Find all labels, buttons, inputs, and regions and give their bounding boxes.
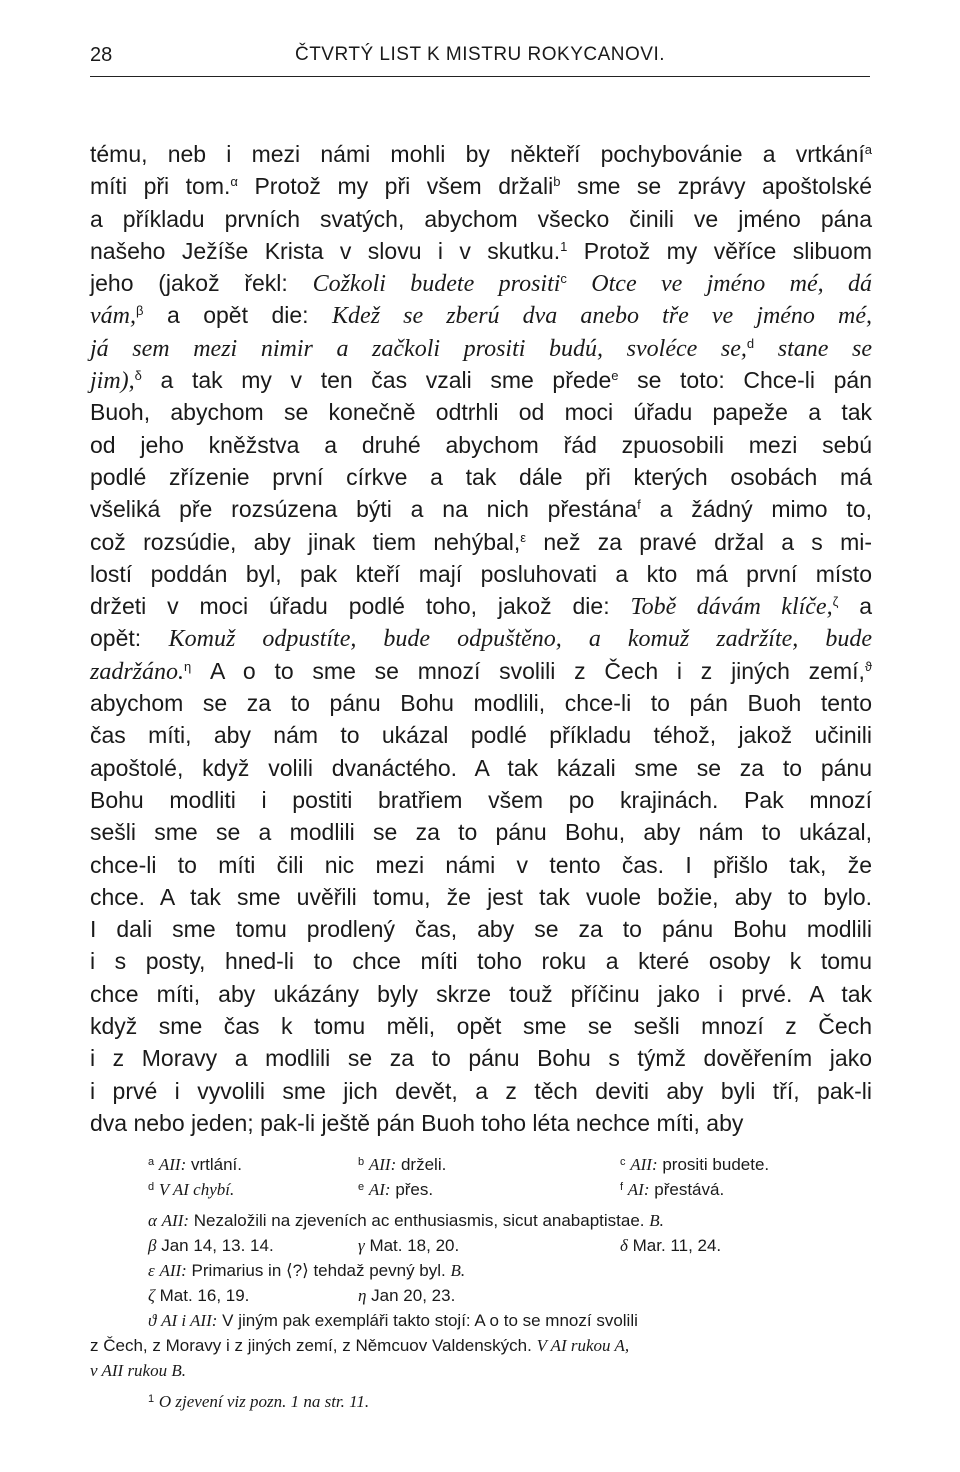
text-line: vám,$^\beta$ a opět die: Kdež se zberú dva anebo tře ve jméno mé,	[90, 302, 873, 330]
text-line: I dali sme tomu prodlený čas, aby se za to pánu Bohu modlili	[90, 916, 872, 943]
text-line: od jeho kněžstva a druhé abychom řád zpuosobili mezi sebú	[90, 431, 872, 458]
text-line: já sem mezi nimir a začkoli prositi budú, svoléce se,$^d$ stane se	[90, 335, 873, 362]
text-line: i s posty, hned-li to chce míti toho roku a které osoby k tomu	[90, 948, 872, 975]
text-line: podlé zřízenie první církve a tak dále při kterých osobách má	[90, 463, 872, 490]
text-line: dva nebo jeden; pak-li ještě pán Buoh toho léta nechce míti, aby	[90, 1109, 744, 1136]
text-line: míti při tom.$^\alpha$ Protož my při všem držali$^b$ sme se zprávy apoštolské	[90, 173, 872, 200]
footnote-row: $^1$ O zjevení viz pozn. 1 na str. 11.	[148, 1392, 370, 1411]
main-text	[90, 138, 872, 1139]
text-line: Buoh, abychom se konečně odtrhli od moci úřadu papeže a tak	[90, 399, 872, 426]
running-head: ČTVRTÝ LIST K MISTRU ROKYCANOVI.	[294, 44, 666, 65]
footnote-row: $^a$ AII: vrtlání. $^b$ AII: drželi. $^c$ AII: prositi budete.	[148, 1155, 770, 1174]
text-line: našeho Ježíše Krista v slovu i v skutku.$^1$ Protož my věříce slibuom	[90, 237, 872, 264]
text-line: chce-li to míti čili nic mezi námi v tento čas. I přišlo tak, že	[90, 851, 872, 878]
text-line: sešli sme se a modlili se za to pánu Bohu, aby nám to ukázal,	[90, 819, 872, 846]
text-line: jim),$^\delta$ a tak my v ten čas vzali sme přede$^e$ se toto: Chce-li pán	[90, 367, 872, 395]
text-line: zadržáno.$^\eta$ A o to sme se mnozí svolili z Čech i z jiných zemí,$^ϑ$	[90, 657, 872, 685]
text-line: chce. A tak sme uvěřili tomu, že jest tak vuole božie, aby to bylo.	[90, 883, 872, 910]
text-line: opět: Komuž odpustíte, bude odpuštěno, a komuž zadržíte, bude	[90, 625, 872, 653]
text-line: čas míti, aby nám to ukázal podlé příkladu téhož, jakož učinili	[90, 722, 872, 749]
text-line: všeliká pře rozsúzena býti a na nich přestána$^f$ a žádný mimo to,	[90, 496, 872, 523]
footnote-row: ε AII: Primarius in ⟨?⟩ tehdaž pevný byl. B.	[148, 1261, 466, 1280]
footnote-row: v AII rukou B.	[90, 1361, 186, 1380]
text-line: i z Moravy a modlili se za to pánu Bohu s týmž dověřením jako	[90, 1045, 872, 1072]
page-number: 28	[90, 44, 113, 66]
footnote-row: $^d$ V AI chybí. $^e$ AI: přes. $^f$ AI: přestává.	[148, 1180, 725, 1199]
page-header	[90, 44, 870, 72]
header-rule	[90, 76, 870, 77]
text-line: a příkladu prvních svatých, abychom všecko činili ve jméno pána	[90, 205, 872, 232]
text-line: apoštolé, když volili dvanáctého. A tak kázali sme se za to pánu	[90, 754, 872, 781]
footnote-row: α AII: Nezaložili na zjeveních ac enthusiasmis, sicut anabaptistae. B.	[148, 1211, 664, 1230]
footnote-row: β Jan 14, 13. 14. γ Mat. 18, 20. δ Mar. 11, 24.	[148, 1236, 722, 1255]
text-line: držeti v moci úřadu podlé toho, jakož die: Tobě dávám klíče,$^\zeta$ a	[90, 593, 873, 621]
footnote-row: z Čech, z Moravy i z jiných zemí, z Němcuov Valdenských. V AI rukou A,	[90, 1336, 630, 1355]
footnote-row: ϑ AI i AII: V jiným pak exempláři takto stojí: A o to se mnozí svolili	[148, 1311, 638, 1330]
text-line: tému, neb i mezi námi mohli by někteří pochybovánie a vrtkání$^a$	[90, 141, 872, 167]
footnotes	[90, 1152, 872, 1414]
text-line: chce míti, aby ukázány byly skrze touž příčinu jako i prvé. A tak	[90, 980, 872, 1007]
text-line: což rozsúdie, aby jinak tiem nehýbal,$^\varepsilon$ než za pravé držal a s mi-	[90, 528, 872, 555]
text-line: jeho (jakož řekl: Cožkoli budete prositi$^c$ Otce ve jméno mé, dá	[90, 270, 873, 298]
text-line: lostí poddán byl, pak kteří mají posluhovati a kto má první místo	[90, 560, 872, 587]
footnote-row: ζ Mat. 16, 19. η Jan 20, 23.	[148, 1286, 456, 1305]
text-line: když sme čas k tomu měli, opět sme se sešli mnozí z Čech	[90, 1013, 872, 1040]
text-line: abychom se za to pánu Bohu modlili, chce-li to pán Buoh tento	[90, 690, 872, 717]
text-line: i prvé i vyvolili sme jich devět, a z těch deviti aby byli tří, pak-li	[90, 1077, 872, 1104]
text-line: Bohu modliti i postiti bratřiem všem po krajinách. Pak mnozí	[90, 786, 872, 813]
